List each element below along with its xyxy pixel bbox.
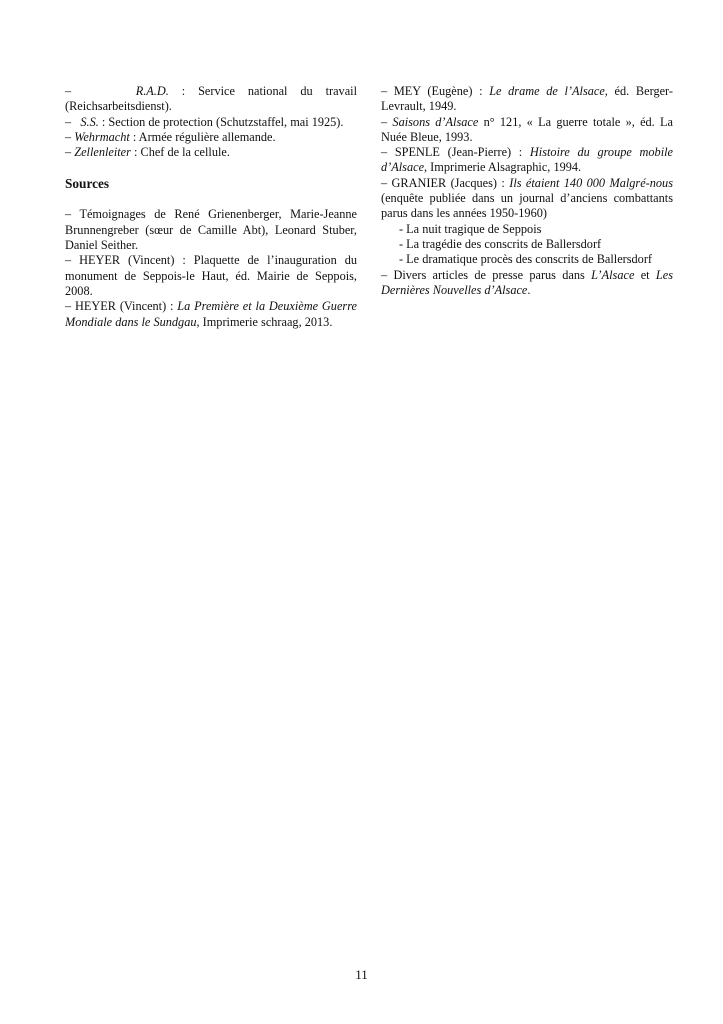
granier-item: - Le dramatique procès des conscrits de Ballersdorf [399, 252, 653, 267]
source-author: – SPENLE (Jean-Pierre) : [381, 145, 530, 160]
glossary-entry-rad [65, 84, 357, 115]
page-number: 11 [355, 967, 368, 982]
glossary-definition: : Chef de la cellule. [130, 145, 230, 160]
source-publisher: éd. Berger-Levrault, 1949. [381, 84, 673, 114]
source-title: Ils étaient 140 000 Malgré-nous [509, 175, 673, 190]
glossary-term: Wehrmacht [74, 129, 130, 144]
left-column [65, 84, 357, 330]
granier-sublist [381, 222, 673, 268]
source-title: Histoire du groupe mobile d’Alsace [381, 145, 673, 175]
granier-item: - La nuit tragique de Seppois [399, 221, 542, 236]
glossary-definition: : Section de protection (Schutzstaffel, mai 1925). [98, 114, 344, 129]
glossary-term: R.A.D. [135, 84, 169, 98]
source-author: – GRANIER (Jacques) : [381, 175, 510, 190]
source-granier [381, 176, 673, 222]
source-heyer-plaquette: – HEYER (Vincent) : Plaquette de l’inauguration du monument de Seppois-le Haut, éd. Mairie de Seppois, 2008. [65, 253, 357, 298]
source-publisher: , Imprimerie Alsagraphic, 1994. [424, 160, 582, 175]
glossary-term: S.S. [80, 114, 99, 129]
source-author: – MEY (Eugène) : [381, 84, 490, 98]
granier-item: - La tragédie des conscrits de Ballersdorf [399, 236, 602, 251]
source-text: . [527, 282, 531, 297]
source-saisons [381, 115, 673, 146]
glossary-entry-zellenleiter [65, 145, 357, 160]
source-heyer-guerre [65, 299, 357, 330]
glossary-dash: – [65, 129, 72, 144]
glossary-definition: : Armée régulière allemande. [129, 129, 276, 144]
source-description: (enquête publiée dans un journal d’anciens combattants parus dans les années 1950-1960) [381, 191, 673, 221]
source-title: Le drame de l’Alsace, [489, 84, 608, 98]
source-author: – HEYER (Vincent) : [65, 299, 178, 314]
glossary-term: Zellenleiter [74, 145, 131, 160]
source-publisher: , Imprimerie schraag, 2013. [196, 314, 333, 329]
glossary-dash: – [65, 114, 72, 129]
source-title: Saisons d’Alsace [392, 114, 479, 129]
glossary-entry-wehrmacht [65, 130, 357, 145]
newspaper-title: Les Dernières Nouvelles d’Alsace [381, 267, 673, 297]
sources-list [65, 207, 357, 329]
source-text: – Divers articles de presse parus dans [381, 267, 592, 282]
source-temoignages: – Témoignages de René Grienenberger, Marie-Jeanne Brunnengreber (sœur de Camille Abt), Leonard Stuber, Daniel Seither. [65, 207, 357, 253]
source-title: La Première et la Deuxième Guerre Mondiale dans le Sundgau [65, 299, 357, 329]
glossary-dash: – [65, 84, 72, 98]
source-text: et [634, 267, 656, 282]
glossary-entry-ss [65, 115, 357, 130]
source-spenle [381, 145, 673, 176]
glossary-list [65, 84, 357, 160]
source-mey [381, 84, 673, 115]
right-column [381, 84, 673, 298]
glossary-dash: – [65, 145, 72, 160]
sources-heading: Sources [65, 176, 110, 192]
glossary-definition: : Service national du travail (Reichsarbeitsdienst). [65, 84, 357, 114]
newspaper-title: L’Alsace [591, 267, 635, 282]
source-divers-articles [381, 268, 673, 299]
source-publisher: n° 121, « La guerre totale », éd. La Nuée Bleue, 1993. [381, 114, 673, 144]
source-dash: – [381, 114, 393, 129]
